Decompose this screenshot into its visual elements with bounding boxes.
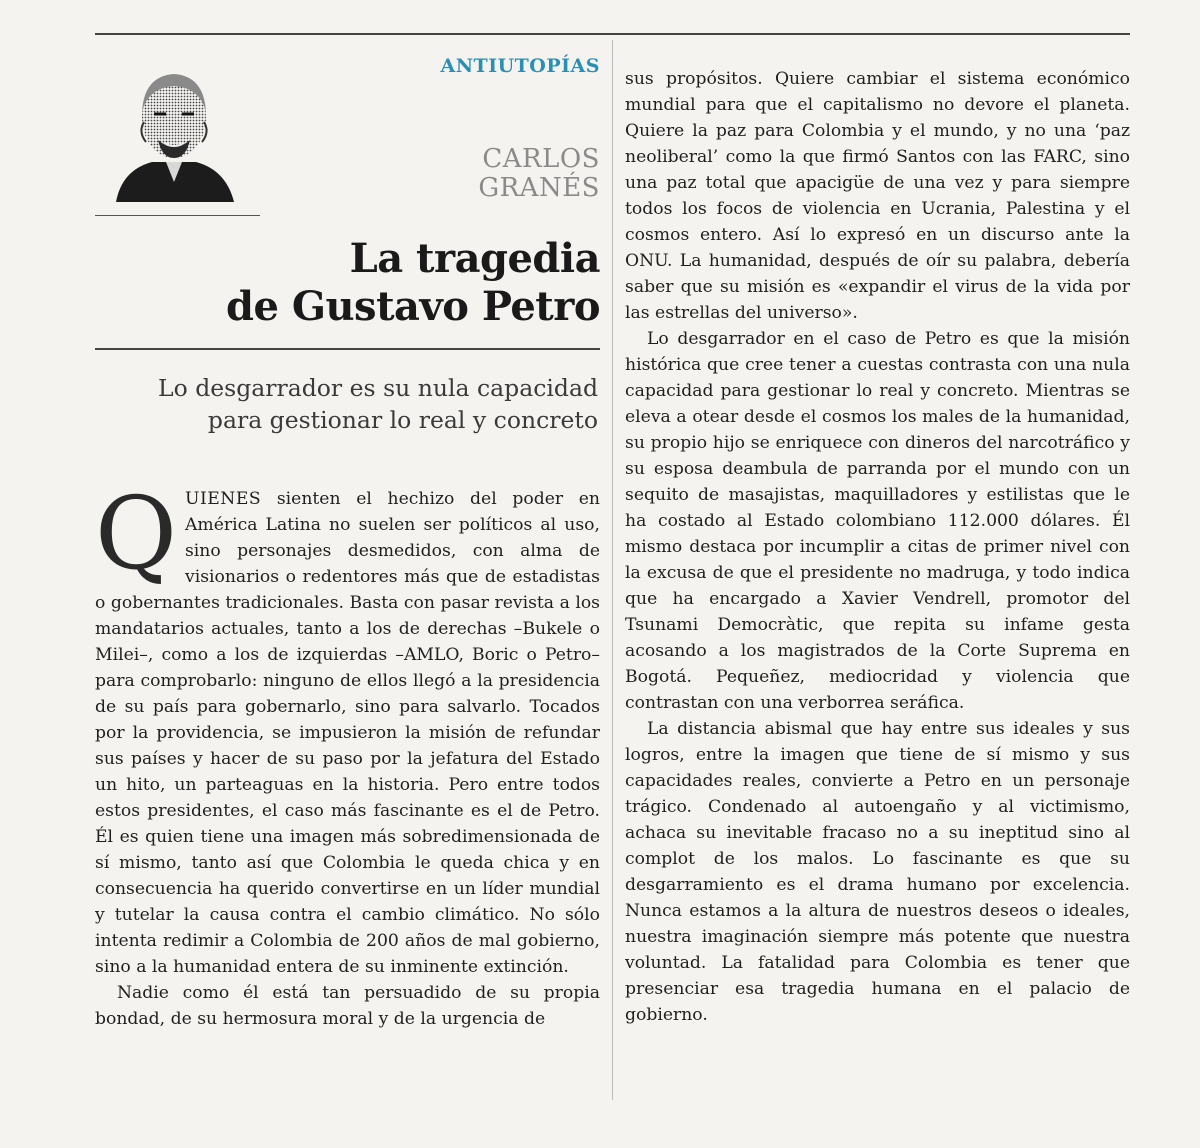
byline-rule	[95, 215, 260, 216]
article-column-left	[95, 475, 600, 1032]
author-portrait	[108, 62, 240, 212]
author-name	[420, 145, 600, 203]
article-paragraph-1	[95, 475, 600, 980]
headline-line-2: de Gustavo Petro	[225, 283, 600, 330]
article-paragraph-3: Lo desgarrador en el caso de Petro es que la misión histórica que cree tener a cuestas contrasta con una nula capacidad para gestionar lo real y concreto. Mientras se eleva a otear desde el cosmos los males de la humanidad, su propio hijo se enriquece con dineros del narcotráfico y su esposa deambula de parranda por el mundo con un sequito de masajistas, maquilladores y estilistas que le ha costado al Estado colombiano 112.000 dólares. Él mismo destaca por incumplir a citas de primer nivel con la excusa de que el presidente no madruga, y todo indica que ha encargado a Xavier Vendrell, promotor del Tsunami Democràtic, que repita su infame gesta acosando a los magistrados de la Corte Suprema en Bogotá. Pequeñez, mediocridad y violencia que contrastan con una verborrea seráfica.	[625, 329, 1130, 713]
deck	[100, 372, 598, 436]
article-paragraph-2-start: Nadie como él está tan persuadido de su propia bondad, de su hermosura moral y de la urgencia de	[95, 983, 600, 1029]
article-paragraph-4: La distancia abismal que hay entre sus ideales y sus logros, entre la imagen que tiene de sí mismo y sus capacidades reales, convierte a Petro en un personaje trágico. Condenado al autoengaño y al victimismo, achaca su inevitable fracaso no a su ineptitud sino al complot de los malos. Lo fascinante es que su desgarramiento es el drama humano por excelencia. Nunca estamos a la altura de nuestros deseos o ideales, nuestra imaginación siempre más potente que nuestra voluntad. La fatalidad para Colombia es tener que presenciar esa tragedia humana en el palacio de gobierno.	[625, 719, 1130, 1025]
article-column-right	[625, 66, 1130, 1028]
column-divider	[612, 40, 613, 1100]
top-rule	[95, 33, 1130, 35]
article-paragraph-2-continued: sus propósitos. Quiere cambiar el sistema económico mundial para que el capitalismo no devore el planeta. Quiere la paz para Colombia y el mundo, y no una ‘paz neoliberal’ como la que firmó Santos con las FARC, sino una paz total que apacigüe de una vez y para siempre todos los focos de violencia en Ucrania, Palestina y el cosmos entero. Así lo expresó en un discurso ante la ONU. La humanidad, después de oír su palabra, debería saber que su misión es «expandir el virus de la vida por las estrellas del universo».	[625, 69, 1130, 323]
section-label: ANTIUTOPÍAS	[440, 55, 600, 77]
deck-line-2: para gestionar lo real y concreto	[207, 406, 598, 434]
paragraph-1-text: sienten el hechizo del poder en América Latina no suelen ser políticos al uso, sino personajes desmedidos, con alma de visionarios o redentores más que de estadistas o gobernantes tradicionales. Basta con pasar revista a los mandatarios actuales, tanto a los de derechas –Bukele o Milei–, como a los de izquierdas –AMLO, Boric o Petro– para comprobarlo: ninguno de ellos llegó a la presidencia de su país para gobernarlo, sino para salvarlo. Tocados por la providencia, se impusieron la misión de refundar sus países y hacer de su paso por la jefatura del Estado un hito, un parteaguas en la historia. Pero entre todos estos presidentes, el caso más fascinante es el de Petro. Él es quien tiene una imagen más sobredimensionada de sí mismo, tanto así que Colombia le queda chica y en consecuencia ha querido convertirse en un líder mundial y tutelar la causa contra el cambio climático. No sólo intenta redimir a Colombia de 200 años de mal gobierno, sino a la humanidad entera de su inminente extinción.	[95, 489, 600, 977]
deck-line-1: Lo desgarrador es su nula capacidad	[157, 374, 598, 402]
author-first-name: CARLOS	[482, 144, 600, 174]
headline-line-1: La tragedia	[349, 235, 600, 282]
author-last-name: GRANÉS	[478, 173, 600, 203]
headline-rule	[95, 348, 600, 350]
headline	[150, 235, 600, 331]
dropcap: Q	[95, 475, 177, 592]
lead-caps: UIENES	[184, 489, 262, 509]
